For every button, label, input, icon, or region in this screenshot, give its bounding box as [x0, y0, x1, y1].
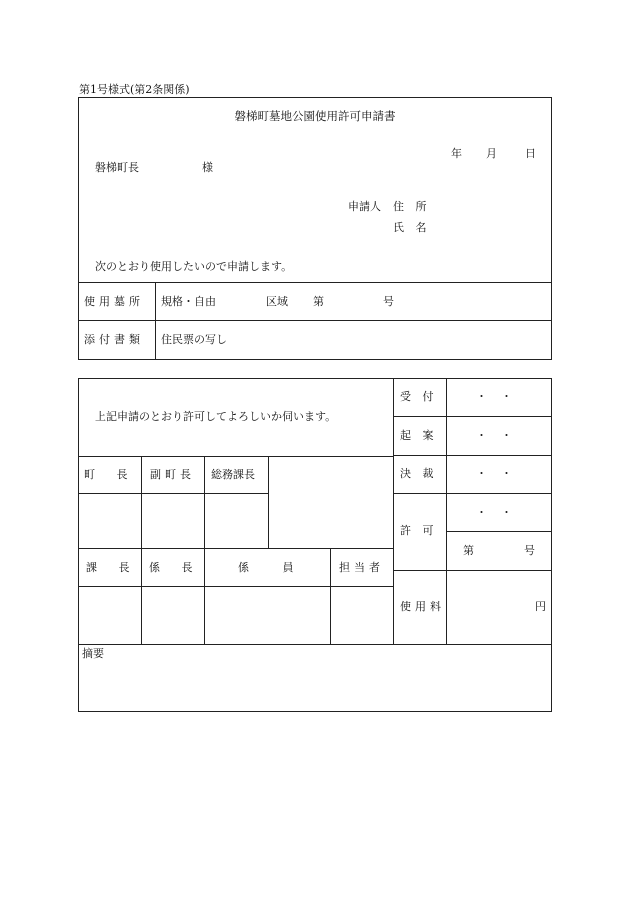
header-person-in-charge: 担当者 — [339, 561, 384, 574]
decided-label: 決 裁 — [400, 467, 438, 480]
plot-no-suffix: 号 — [383, 295, 394, 308]
applicant-address-label: 住 所 — [393, 200, 431, 213]
docs-value: 住民票の写し — [161, 333, 227, 346]
decided-date: ・ ・ — [476, 467, 512, 480]
date-month: 月 — [486, 147, 497, 160]
approval-main-divider — [393, 378, 394, 645]
header-staff: 係 員 — [238, 561, 294, 574]
row-divider-2 — [78, 320, 552, 321]
approval-statement: 上記申請のとおり許可してよろしいか伺います。 — [95, 410, 337, 423]
row-label-divider — [155, 282, 156, 360]
drafted-label: 起 案 — [400, 429, 438, 442]
right-row-divider-1 — [393, 416, 552, 417]
header-subsection-chief: 係 長 — [149, 561, 202, 574]
right-row-divider-2 — [393, 455, 552, 456]
bottom-header-divider — [78, 586, 394, 587]
bottom-header-top — [78, 548, 394, 549]
permitted-date: ・ ・ — [476, 506, 512, 519]
remarks-label: 摘要 — [82, 647, 104, 660]
permit-sub-divider — [446, 531, 552, 532]
top-header-divider — [78, 493, 268, 494]
form-label: 第1号様式(第2条関係) — [79, 83, 190, 96]
drafted-date: ・ ・ — [476, 429, 512, 442]
right-row-divider-3 — [393, 493, 552, 494]
approval-statement-divider — [78, 456, 394, 457]
top-col-divider-1 — [141, 456, 142, 644]
docs-label: 添付書類 — [84, 333, 144, 346]
applicant-label: 申請人 — [348, 200, 381, 213]
header-general-affairs-chief: 総務課長 — [211, 468, 255, 481]
permit-no-suffix: 号 — [524, 544, 535, 557]
plot-spec: 規格・自由 — [161, 295, 216, 308]
top-col-divider-3 — [268, 456, 269, 548]
addressee-honorific: 様 — [202, 161, 213, 174]
plot-no-prefix: 第 — [313, 295, 324, 308]
right-row-divider-4 — [393, 570, 552, 571]
received-date: ・ ・ — [476, 390, 512, 403]
applicant-name-label: 氏 名 — [393, 221, 431, 234]
plot-area: 区域 — [266, 295, 288, 308]
remarks-divider — [78, 644, 552, 645]
header-mayor: 町 長 — [84, 468, 137, 481]
application-statement: 次のとおり使用したいので申請します。 — [95, 260, 293, 273]
date-day: 日 — [525, 147, 536, 160]
form-title: 磐梯町墓地公園使用許可申請書 — [234, 109, 396, 123]
top-col-divider-2 — [204, 456, 205, 644]
fee-label: 使用料 — [400, 600, 445, 613]
header-section-chief: 課 長 — [86, 561, 139, 574]
bottom-col-divider — [330, 548, 331, 644]
fee-unit: 円 — [535, 600, 546, 613]
date-year: 年 — [451, 147, 462, 160]
received-label: 受 付 — [400, 390, 438, 403]
plot-label: 使用墓所 — [84, 295, 144, 308]
row-divider-1 — [78, 282, 552, 283]
permitted-label: 許 可 — [400, 524, 438, 537]
permit-no-prefix: 第 — [463, 544, 474, 557]
right-col-divider — [446, 378, 447, 645]
addressee-name: 磐梯町長 — [95, 161, 139, 174]
header-deputy-mayor: 副町長 — [150, 468, 195, 481]
